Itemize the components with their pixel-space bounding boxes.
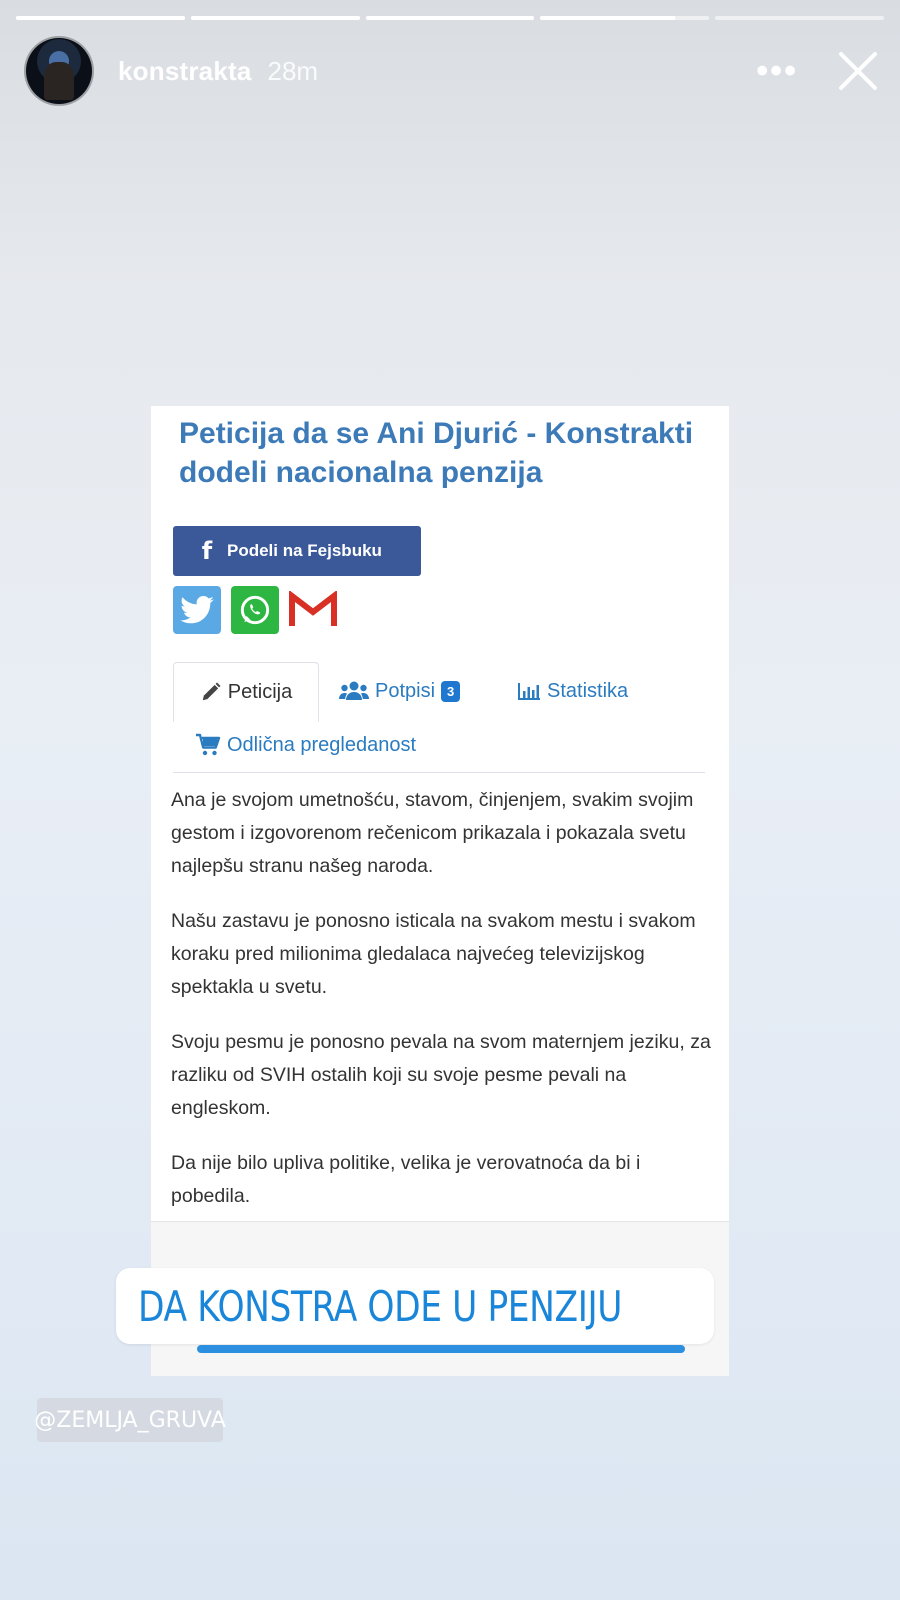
- petition-body: [171, 784, 711, 1235]
- petition-tabs: [173, 656, 705, 773]
- tab-statistics[interactable]: [517, 662, 628, 720]
- more-options-icon[interactable]: •••: [756, 52, 798, 90]
- facebook-share-label: Podeli na Fejsbuku: [227, 541, 382, 560]
- petition-paragraph: Našu zastavu je ponosno isticala na svakom mestu i svakom koraku pred milionima gledalaca najvećeg televizijskog spektakla u svetu.: [171, 910, 696, 998]
- users-icon: [339, 680, 369, 702]
- twitter-icon[interactable]: [173, 586, 221, 634]
- petition-title: Peticija da se Ani Djurić - Konstrakti dodeli nacionalna penzija: [179, 417, 694, 489]
- progress-segment: [540, 16, 709, 20]
- cart-icon: [195, 733, 221, 757]
- bar-chart-icon: [517, 681, 541, 701]
- tab-label: Potpisi: [375, 679, 436, 702]
- petition-screenshot: [151, 406, 729, 1376]
- progress-segment: [191, 16, 360, 20]
- gmail-icon[interactable]: [289, 586, 337, 634]
- petition-paragraph: Da nije bilo upliva politike, velika je verovatnoća da bi i pobedila.: [171, 1152, 641, 1207]
- signatures-count-badge: 3: [441, 681, 460, 702]
- facebook-icon: f: [201, 537, 213, 565]
- tab-label: Statistika: [547, 679, 629, 702]
- tab-label: Peticija: [227, 680, 293, 703]
- link-sticker[interactable]: [116, 1268, 714, 1344]
- petition-paragraph: Ana je svojom umetnošću, stavom, činjenjem, svakim svojim gestom i izgovorenom rečenicom prikazala i pokazala svetu najlepšu stranu našeg naroda.: [171, 789, 694, 877]
- petition-paragraph: Svoju pesmu je ponosno pevala na svom maternjem jeziku, za razliku od SVIH ostalih koji su svoje pesme pevali na engleskom.: [171, 1031, 711, 1119]
- tab-signatures[interactable]: [339, 662, 460, 720]
- story-header: [24, 38, 880, 104]
- link-sticker-text: DA KONSTRA ODE U PENZIJU: [138, 1281, 622, 1331]
- tab-promotion[interactable]: [195, 716, 416, 774]
- tab-petition[interactable]: [173, 662, 319, 722]
- sticker-underline: [197, 1345, 685, 1353]
- progress-segment: [16, 16, 185, 20]
- progress-segment: [715, 16, 884, 20]
- post-time: 28m: [267, 55, 319, 86]
- mention-sticker[interactable]: @ZEMLJA_GRUVA: [37, 1398, 223, 1442]
- progress-segment: [366, 16, 535, 20]
- username[interactable]: konstrakta: [118, 55, 252, 86]
- facebook-share-button[interactable]: [173, 526, 421, 576]
- pencil-icon: [200, 681, 222, 703]
- close-icon[interactable]: [836, 49, 880, 93]
- tab-label: Odlična pregledanost: [227, 733, 417, 756]
- whatsapp-icon[interactable]: [231, 586, 279, 634]
- story-progress: [16, 16, 884, 20]
- share-icons: [173, 586, 337, 634]
- avatar[interactable]: [24, 36, 94, 106]
